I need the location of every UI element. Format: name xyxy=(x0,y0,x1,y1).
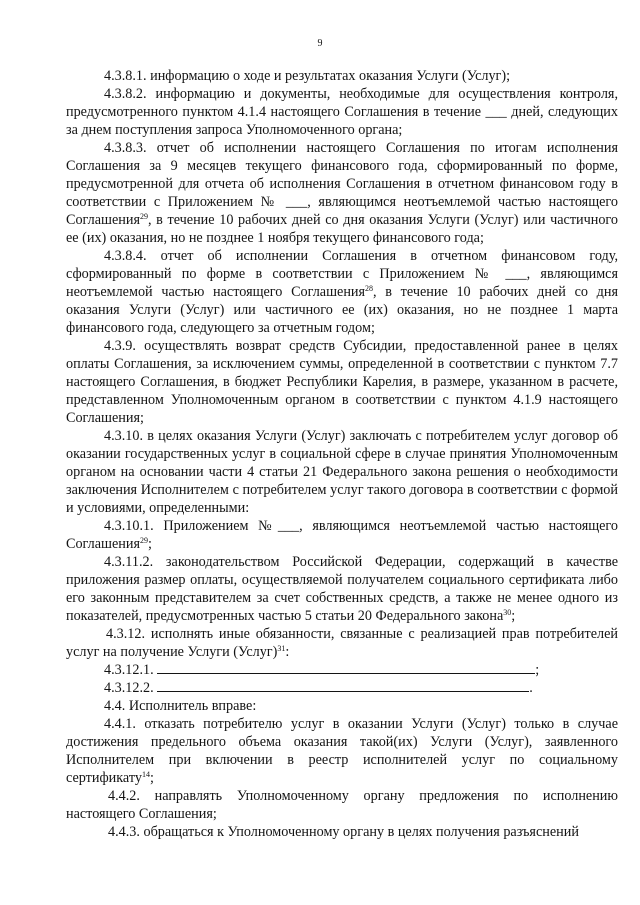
blank-underline xyxy=(157,679,529,692)
paragraph-4-3-9: 4.3.9. осуществлять возврат средств Субсидии, предоставленной ранее в целях оплаты Соглашения, за исключением суммы, определенной в соответствии с пунктом 7.7 настоящего Соглашения, в бюджет Республики Карелия, в размере, указанном в расчете, представленном Уполномоченным органом в соответствии с пунктом 4.1.9 настоящего Соглашения; xyxy=(66,338,618,426)
paragraph-4-3-10-1 xyxy=(66,517,618,553)
document-body xyxy=(66,67,618,841)
paragraph-text: ; xyxy=(147,536,152,552)
paragraph-text: 4.3.8.3. отчет об исполнении настоящего Соглашения по итогам исполнения Соглашения за 9 месяцев текущего финансового года, сформированный по форме, предусмотренной для отчета об исполнения Соглашения в отчетном финансовом году в соответствии с Приложением № ___, являющимся неотъемлемой частью настоящего Соглашения xyxy=(66,140,618,228)
line-end: ; xyxy=(535,662,540,678)
line-label: 4.3.12.1. xyxy=(104,662,154,678)
paragraph-text: 4.3.10.1. Приложением №___, являющимся неотъемлемой частью настоящего Соглашения xyxy=(66,518,618,552)
paragraph-text: ; xyxy=(149,770,154,786)
paragraph-4-4-2: 4.4.2. направлять Уполномоченному органу предложения по исполнению настоящего Соглашения; xyxy=(66,788,618,822)
line-label: 4.3.12.2. xyxy=(104,680,154,696)
paragraph-4-4-1 xyxy=(66,715,618,787)
paragraph-text: 4.3.12. исполнять иные обязанности, связанные с реализацией прав потребителей услуг на получение Услуги (Услуг) xyxy=(66,626,618,660)
paragraph-4-3-8-4 xyxy=(66,247,618,337)
paragraph-4-3-8-3 xyxy=(66,139,618,247)
footnote-ref: 14 xyxy=(141,770,150,779)
line-end: . xyxy=(529,680,533,696)
paragraph-text: 4.3.11.2. законодательством Российской Федерации, содержащий в качестве приложения размер оплаты, осуществляемой получателем социального сертификата либо его законным представителем за счет собственных средств, а также не менее одного из показателей, предусмотренных частью 5 статьи 20 Федерального закона xyxy=(66,554,618,624)
footnote-ref: 29 xyxy=(139,212,148,221)
paragraph-4-3-8-2: 4.3.8.2. информацию и документы, необходимые для осуществления контроля, предусмотренного пунктом 4.1.4 настоящего Соглашения в течение ___ дней, следующих за днем поступления запроса Уполномоченного органа; xyxy=(66,86,618,138)
paragraph-text: 4.4.1. отказать потребителю услуг в оказании Услуги (Услуг) только в случае достижения предельного объема оказания такой(их) Услуги (Услуг), заявленного Исполнителем при включении в реестр исполнителей услуг по социальному сертификату xyxy=(66,716,618,786)
fill-in-line-4-3-12-1 xyxy=(66,661,618,679)
blank-underline xyxy=(157,661,535,674)
paragraph-text: : xyxy=(285,644,290,660)
paragraph-4-4-3: 4.4.3. обращаться к Уполномоченному органу в целях получения разъяснений xyxy=(108,824,579,840)
paragraph-4-4: 4.4. Исполнитель вправе: xyxy=(104,698,257,714)
footnote-ref: 29 xyxy=(139,536,148,545)
footnote-ref: 30 xyxy=(503,608,512,617)
page-number: 9 xyxy=(317,38,323,49)
paragraph-4-3-11-2 xyxy=(66,553,618,625)
paragraph-text: 4.3.8.4. отчет об исполнении Соглашения в отчетном финансовом году, сформированный по форме в соответствии с Приложением № ___, являющимся неотъемлемой частью настоящего Соглашения xyxy=(66,248,618,300)
paragraph-text: , в течение 10 рабочих дней со дня оказания Услуги (Услуг) или частичного ее (их) оказания, но не позднее 1 ноября текущего финансового года; xyxy=(66,212,618,246)
paragraph-text: , в течение 10 рабочих дней со дня оказания Услуги (Услуг) или частичного ее (их) оказания, но не позднее 1 марта финансового года, следующего за отчетным годом; xyxy=(66,284,619,336)
fill-in-line-4-3-12-2 xyxy=(66,679,618,697)
paragraph-text: ; xyxy=(511,608,516,624)
footnote-ref: 31 xyxy=(277,644,286,653)
paragraph-4-3-8-1: 4.3.8.1. информацию о ходе и результатах оказания Услуги (Услуг); xyxy=(104,68,511,84)
paragraph-4-3-12 xyxy=(66,625,618,661)
paragraph-4-3-10: 4.3.10. в целях оказания Услуги (Услуг) заключать с потребителем услуг договор об оказании государственных услуг в социальной сфере в случае принятия Уполномоченным органом на основании части 4 статьи 21 Федерального закона решения о необходимости заключения Исполнителем с потребителем услуг такого договора в соответствии с формой и условиями, определенными: xyxy=(66,428,618,516)
footnote-ref: 28 xyxy=(365,284,374,293)
